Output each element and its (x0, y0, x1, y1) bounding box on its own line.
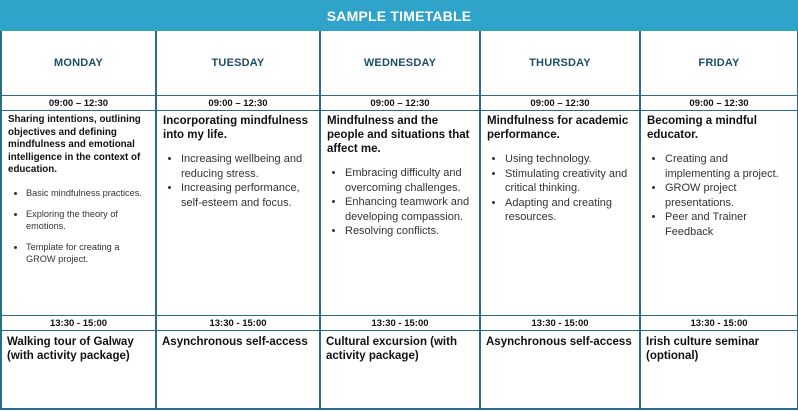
bullet-item: • Increasing wellbeing and reducing stress. (181, 152, 314, 181)
bullet-item: • GROW project presentations. (665, 181, 792, 210)
session-bullets (163, 152, 314, 210)
timetable-title: SAMPLE TIMETABLE (0, 0, 798, 31)
bullet-item: • Using technology. (505, 152, 634, 167)
morning-session-tuesday (157, 111, 321, 315)
day-header-friday: FRIDAY (641, 31, 798, 95)
bullet-item: • Exploring the theory of emotions. (26, 208, 150, 232)
session-bullets (8, 187, 150, 265)
day-header-tuesday: TUESDAY (157, 31, 321, 95)
bullet-item: • Embracing difficulty and overcoming challenges. (345, 166, 474, 195)
session-bullets (487, 152, 634, 225)
afternoon-activity-friday: Irish culture seminar (optional) (641, 331, 798, 410)
morning-time-tuesday: 09:00 – 12:30 (157, 95, 321, 111)
bullet-item: • Peer and Trainer Feedback (665, 210, 792, 239)
bullet-item: • Resolving conflicts. (345, 224, 474, 239)
morning-time-friday: 09:00 – 12:30 (641, 95, 798, 111)
session-bullets (327, 166, 474, 239)
bullet-item: • Stimulating creativity and critical thinking. (505, 167, 634, 196)
morning-time-wednesday: 09:00 – 12:30 (321, 95, 481, 111)
afternoon-activity-wednesday: Cultural excursion (with activity package) (321, 331, 481, 410)
bullet-item: • Template for creating a GROW project. (26, 241, 150, 265)
session-heading: Mindfulness for academic performance. (487, 115, 629, 141)
afternoon-time-wednesday: 13:30 - 15:00 (321, 315, 481, 331)
afternoon-time-friday: 13:30 - 15:00 (641, 315, 798, 331)
session-bullets (647, 152, 792, 239)
session-heading: Sharing intentions, outlining objectives and defining mindfulness and emotional intelligence in the context of education. (8, 114, 141, 175)
afternoon-time-monday: 13:30 - 15:00 (2, 315, 157, 331)
morning-session-monday (2, 111, 157, 315)
session-heading: Incorporating mindfulness into my life. (163, 115, 309, 141)
afternoon-time-thursday: 13:30 - 15:00 (481, 315, 641, 331)
afternoon-activity-tuesday: Asynchronous self-access (157, 331, 321, 410)
bullet-item: • Increasing performance, self-esteem and focus. (181, 181, 314, 210)
bullet-item: • Basic mindfulness practices. (26, 187, 150, 199)
day-header-thursday: THURSDAY (481, 31, 641, 95)
afternoon-activity-monday: Walking tour of Galway (with activity package) (2, 331, 157, 410)
morning-time-thursday: 09:00 – 12:30 (481, 95, 641, 111)
morning-session-friday (641, 111, 798, 315)
morning-session-thursday (481, 111, 641, 315)
session-heading: Mindfulness and the people and situations that affect me. (327, 115, 470, 155)
bullet-item: • Adapting and creating resources. (505, 196, 634, 225)
timetable-grid (0, 31, 797, 410)
bullet-item: • Enhancing teamwork and developing compassion. (345, 195, 474, 224)
morning-session-wednesday (321, 111, 481, 315)
day-header-wednesday: WEDNESDAY (321, 31, 481, 95)
day-header-monday: MONDAY (2, 31, 157, 95)
morning-time-monday: 09:00 – 12:30 (2, 95, 157, 111)
session-heading: Becoming a mindful educator. (647, 115, 757, 141)
afternoon-time-tuesday: 13:30 - 15:00 (157, 315, 321, 331)
afternoon-activity-thursday: Asynchronous self-access (481, 331, 641, 410)
bullet-item: • Creating and implementing a project. (665, 152, 792, 181)
